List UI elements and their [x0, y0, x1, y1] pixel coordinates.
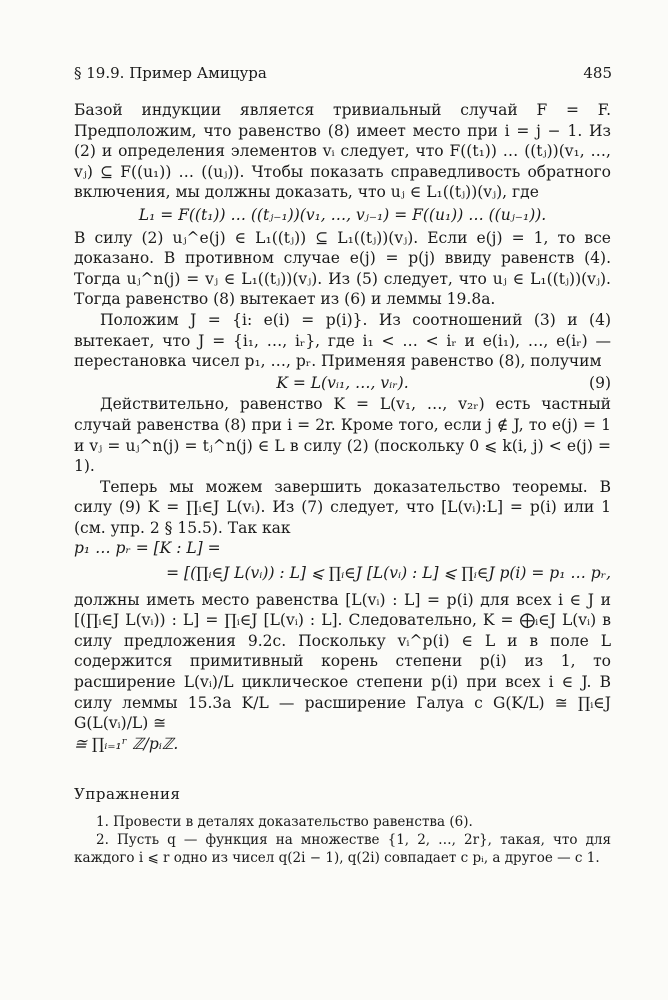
section-title: § 19.9. Пример Амицура: [74, 64, 267, 82]
exercise-item: 1. Провести в деталях доказательство равенства (6).: [96, 814, 473, 830]
exercises-heading: Упражнения: [74, 785, 181, 804]
paragraph-special-case: Действительно, равенство K = L(v₁, …, v₂ᵣ) есть частный случай равенства (8) при i = 2r. Кроме того, если j ∉ J, то e(j) = 1 и vⱼ = uⱼ^n(j) = tⱼ^n(j) ∈ L в силу (2) (поскольку 0 ⩽ k(i, j) < e(j) = 1).: [74, 395, 611, 476]
paragraph-galois-conclusion: должны иметь место равенства [L(vᵢ) : L] = p(i) для всех i ∈ J и [(∏ᵢ∈J L(vᵢ)) : L] = ∏ᵢ∈J [L(vᵢ) : L]. Следовательно, K = ⨁ᵢ∈J L(vᵢ) в силу предложения 9.2c. Поскольку vᵢ^p(i) ∈ L и в поле L содержится примитивный корень степени p(i) из 1, то расширение L(vᵢ)/L циклическое степени p(i) при всех i ∈ J. В силу леммы 15.3a K/L — расширение Галуа с G(K/L) ≅ ∏ᵢ∈J G(L(vᵢ)/L) ≅: [74, 590, 611, 733]
main-text: [74, 100, 611, 867]
equation-9-body: K = L(vᵢ₁, …, vᵢᵣ).: [276, 373, 409, 392]
page-number: 485: [583, 64, 612, 82]
equation-9: [74, 373, 611, 394]
paragraph-define-J: Положим J = {i: e(i) = p(i)}. Из соотношений (3) и (4) вытекает, что J = {i₁, …, iᵣ}, где i₁ < … < iᵣ и e(i₁), …, e(iᵣ) — перестановка чисел p₁, …, pᵣ. Применяя равенство (8), получим: [74, 310, 611, 371]
equation-degree-1: p₁ … pᵣ = [K : L] =: [74, 539, 221, 558]
exercises-list: [74, 813, 611, 867]
paragraph-complete-proof: Теперь мы можем завершить доказательство теоремы. В силу (9) K = ∏ᵢ∈J L(vᵢ). Из (7) следует, что [L(vᵢ):L] = p(i) или 1 (см. упр. 2 § 15.5). Так как: [74, 477, 611, 537]
equation-9-number: (9): [589, 373, 611, 392]
equation-degree-2: = [(∏ᵢ∈J L(vᵢ)) : L] ⩽ ∏ᵢ∈J [L(vᵢ) : L] ⩽ ∏ᵢ∈J p(i) = p₁ … pᵣ,: [166, 564, 611, 583]
exercise-item: 2. Пусть q — функция на множестве {1, 2, …, 2r}, такая, что для каждого i ⩽ r одно из чисел q(2i − 1), q(2i) совпадает с pᵢ, а другое — с 1.: [74, 832, 611, 866]
equation-L1: L₁ = F((t₁)) … ((tⱼ₋₁))(v₁, …, vⱼ₋₁) = F((u₁)) … ((uⱼ₋₁)).: [138, 205, 547, 224]
paragraph-case-analysis: В силу (2) uⱼ^e(j) ∈ L₁((tⱼ)) ⊆ L₁((tⱼ))(vⱼ). Если e(j) = 1, то все доказано. В противном случае e(j) = p(j) ввиду равенств (4). Тогда uⱼ^n(j) = vⱼ ∈ L₁((tⱼ))(vⱼ). Из (5) следует, что uⱼ ∈ L₁((tⱼ))(vⱼ). Тогда равенство (8) вытекает из (6) и леммы 19.8a.: [74, 228, 611, 309]
paragraph-induction-base: Базой индукции является тривиальный случай F = F. Предположим, что равенство (8) имеет место при i = j − 1. Из (2) и определения элементов vᵢ следует, что F((t₁)) … ((tⱼ))(v₁, …, vⱼ) ⊆ F((u₁)) … ((uⱼ)). Чтобы показать справедливость обратного включения, мы должны доказать, что uⱼ ∈ L₁((tⱼ))(vⱼ), где: [74, 101, 611, 202]
equation-galois-group: ≅ ∏ᵢ₌₁ʳ ℤ/pᵢℤ.: [74, 734, 179, 753]
